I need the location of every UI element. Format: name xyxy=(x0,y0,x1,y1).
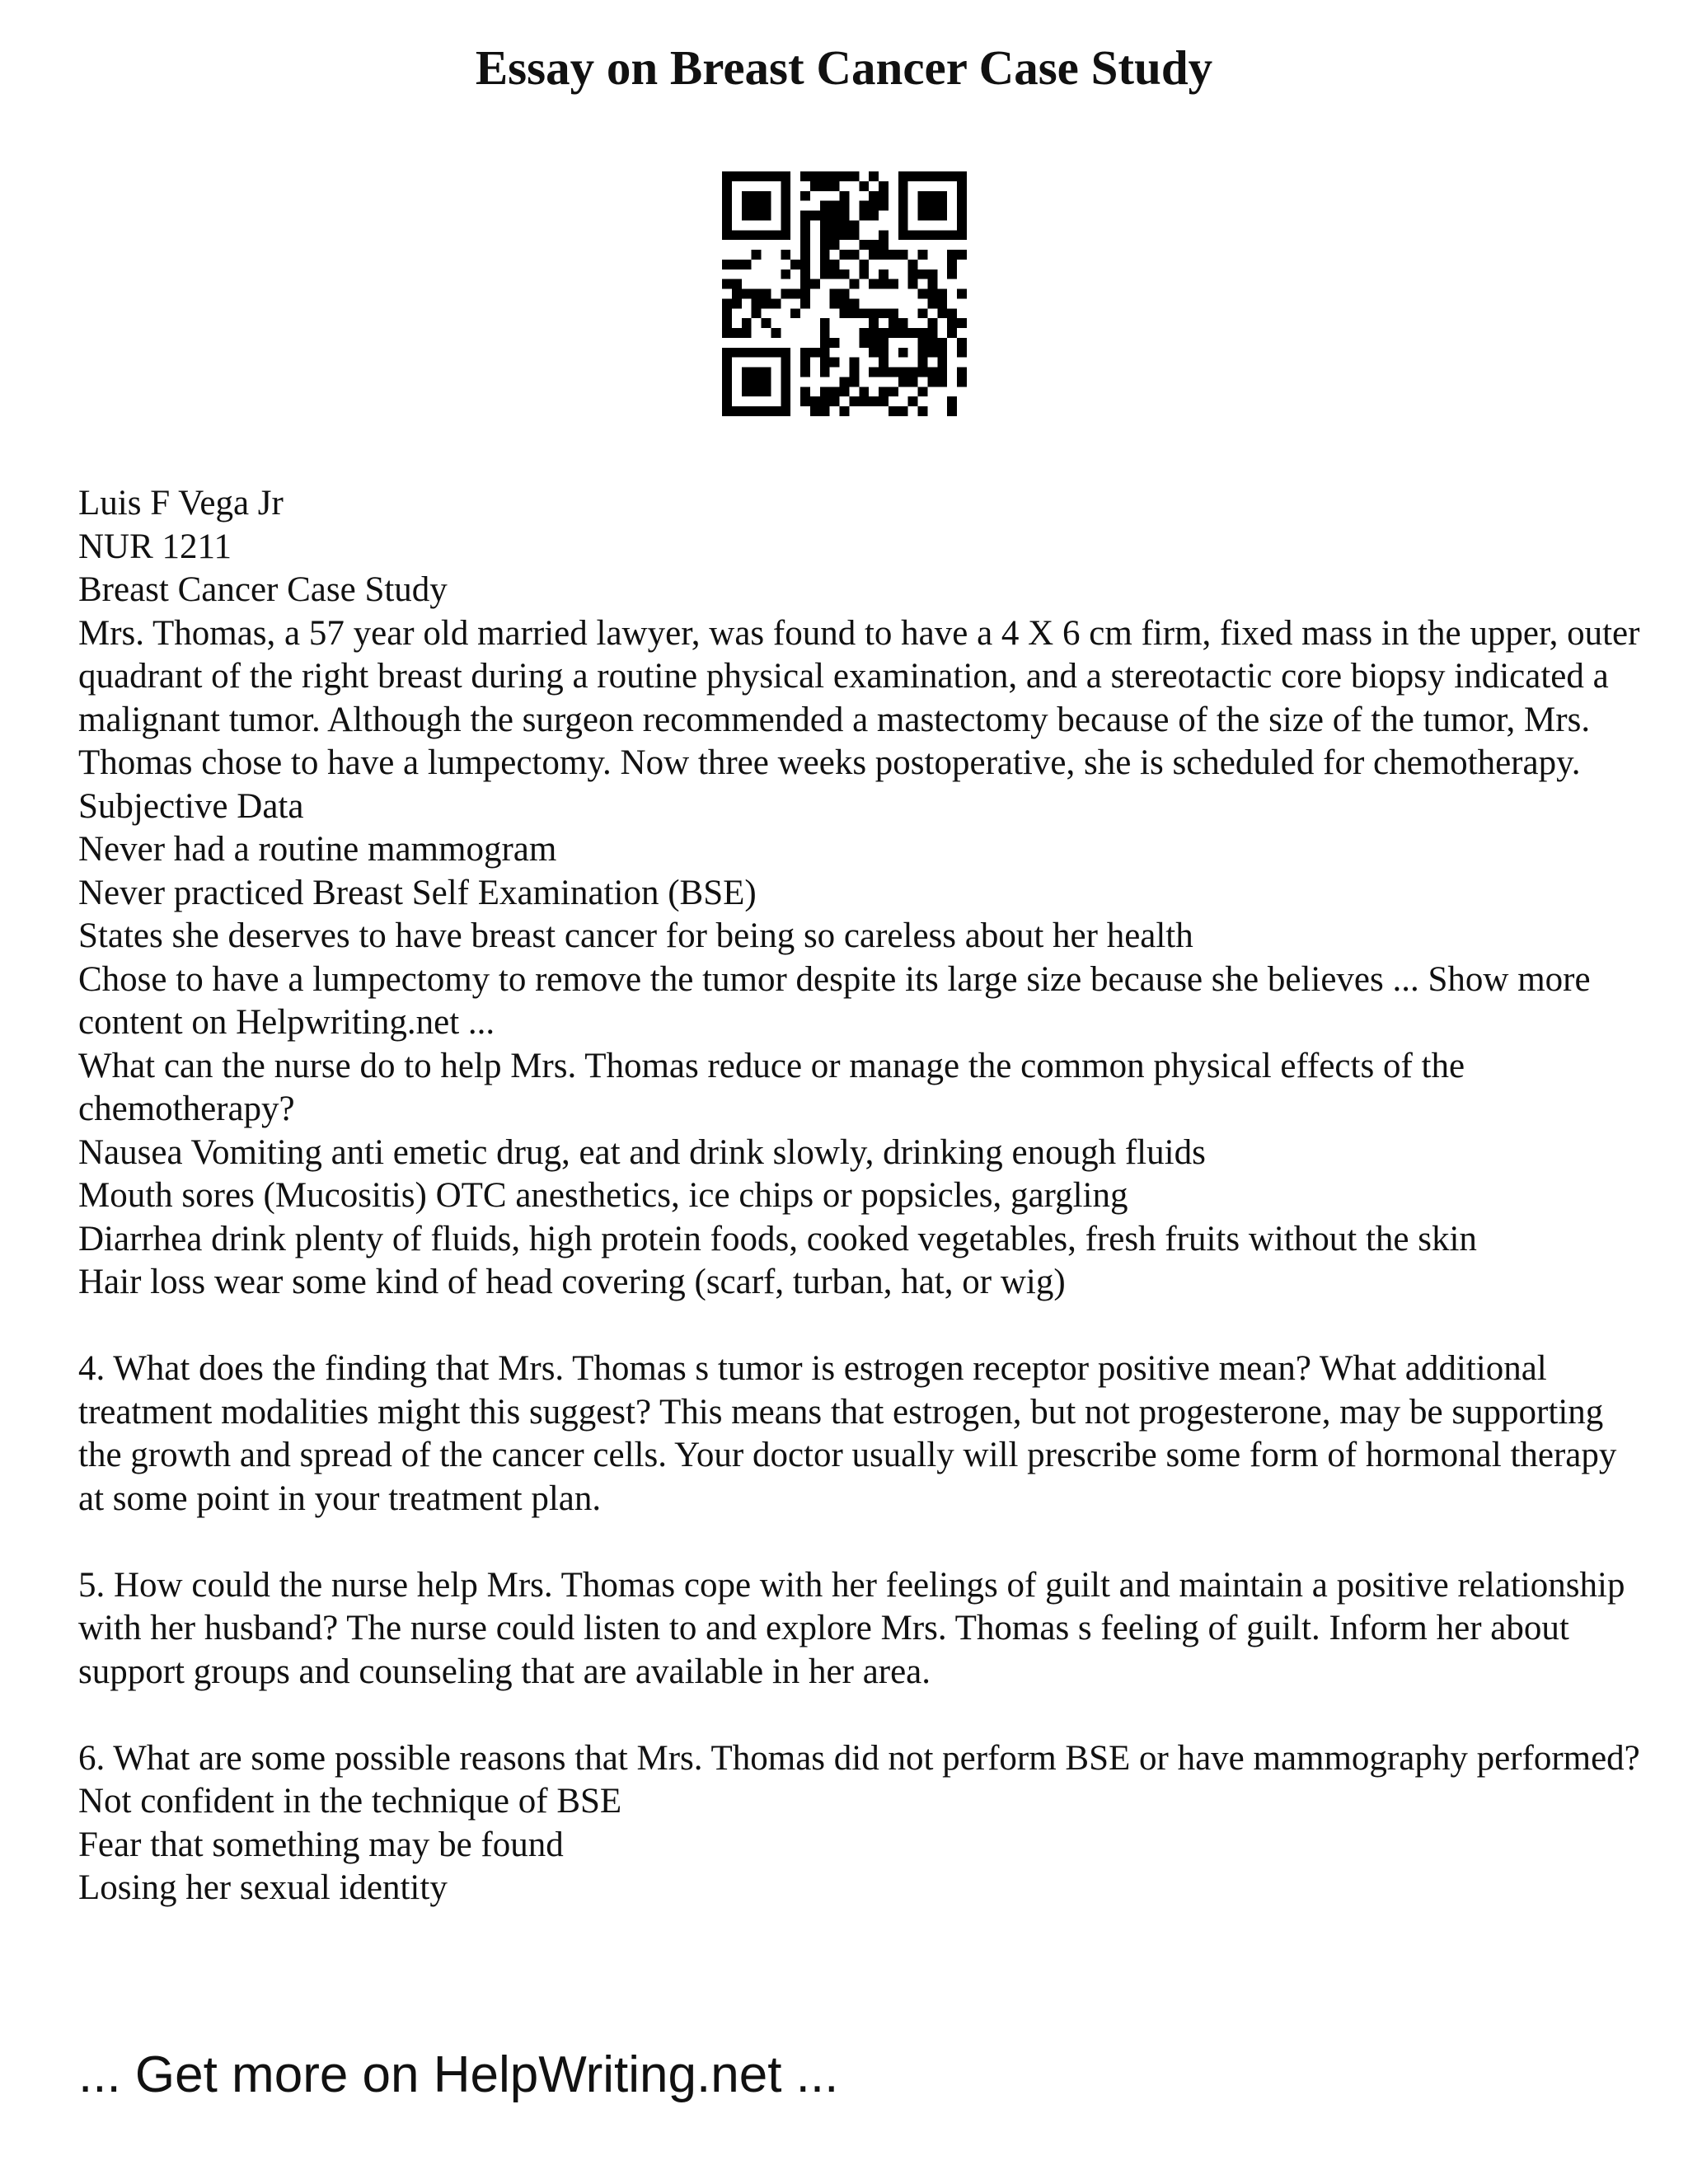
list-item: Diarrhea drink plenty of fluids, high protein foods, cooked vegetables, fresh fruits without the skin xyxy=(78,1219,1477,1258)
author-line: Luis F Vega Jr xyxy=(78,484,284,523)
doc-title-line: Breast Cancer Case Study xyxy=(78,570,448,609)
intro-paragraph: Mrs. Thomas, a 57 year old married lawyer, was found to have a 4 X 6 cm firm, fixed mass in the upper, outer quadrant of the right breast during a routine physical examination, and a stereotactic core biopsy indicated a malignant tumor. Although the surgeon recommended a mastectomy because of the size of the tumor, Mrs. Thomas chose to have a lumpectomy. Now three weeks postoperative, she is scheduled for chemotherapy. xyxy=(78,613,1640,782)
question-5-paragraph: 5. How could the nurse help Mrs. Thomas cope with her feelings of guilt and maintain a positive relationship with her husband? The nurse could listen to and explore Mrs. Thomas s feeling of guilt. Inform her about support groups and counseling that are available in her area. xyxy=(78,1565,1625,1691)
question-6-text: 6. What are some possible reasons that Mrs. Thomas did not perform BSE or have mammography performed? xyxy=(78,1738,1640,1778)
list-item: Never practiced Breast Self Examination (BSE) xyxy=(78,873,757,912)
list-item: Fear that something may be found xyxy=(78,1825,564,1864)
list-item: Not confident in the technique of BSE xyxy=(78,1782,622,1821)
list-item: Chose to have a lumpectomy to remove the tumor despite its large size because she believes ... Show more content on Helpwriting.net ... xyxy=(78,959,1591,1042)
footer-link[interactable]: ... Get more on HelpWriting.net ... xyxy=(78,2046,839,2103)
list-item: Mouth sores (Mucositis) OTC anesthetics, ice chips or popsicles, gargling xyxy=(78,1176,1128,1215)
list-item: Hair loss wear some kind of head covering (scarf, turban, hat, or wig) xyxy=(78,1263,1066,1301)
list-item: Nausea Vomiting anti emetic drug, eat and drink slowly, drinking enough fluids xyxy=(78,1132,1206,1172)
document-body xyxy=(78,482,1644,1910)
list-item: States she deserves to have breast cancer for being so careless about her health xyxy=(78,916,1193,955)
question-4-paragraph: 4. What does the finding that Mrs. Thomas s tumor is estrogen receptor positive mean? What additional treatment modalities might this suggest? This means that estrogen, but not progesterone, may be supporting the growth and spread of the cancer cells. Your doctor usually will prescribe some form of hormonal therapy at some point in your treatment plan. xyxy=(78,1349,1617,1518)
page-title: Essay on Breast Cancer Case Study xyxy=(475,40,1213,95)
list-item: Never had a routine mammogram xyxy=(78,830,557,869)
qr-code-icon xyxy=(722,171,967,416)
effects-question: What can the nurse do to help Mrs. Thomas reduce or manage the common physical effects of the chemotherapy? xyxy=(78,1046,1465,1128)
subjective-heading: Subjective Data xyxy=(78,786,304,826)
list-item: Losing her sexual identity xyxy=(78,1868,448,1907)
course-line: NUR 1211 xyxy=(78,527,232,566)
